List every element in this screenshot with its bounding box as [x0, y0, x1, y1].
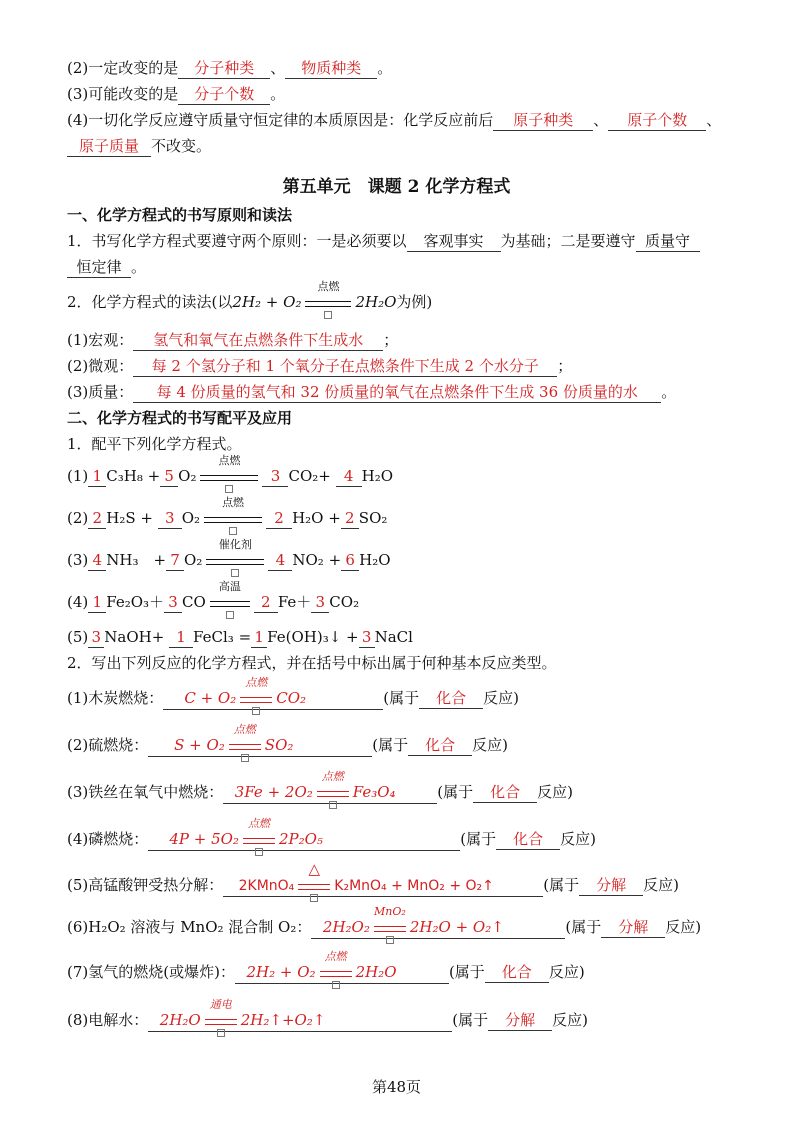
- text: CO₂+: [288, 467, 331, 485]
- coefficient: 2: [266, 509, 292, 529]
- equation-6: [67, 905, 702, 939]
- text: (属于: [383, 689, 420, 707]
- text: (属于: [437, 783, 474, 801]
- equation-answer: [148, 817, 460, 851]
- reaction-type: 化合: [419, 689, 483, 709]
- equation-rhs: 2H₂O: [355, 963, 397, 981]
- placeholder-box: [241, 754, 249, 762]
- placeholder-box: [226, 611, 234, 619]
- equation-lhs: 2H₂ + O₂: [232, 293, 302, 311]
- text: 反应): [537, 783, 573, 801]
- text: FeCl₃ =: [193, 628, 252, 646]
- condition-label: 点燃: [324, 950, 347, 963]
- equals-sign: [374, 926, 406, 932]
- coefficient: 1: [88, 467, 106, 487]
- reading-macro: [67, 330, 398, 351]
- condition-equals: [204, 496, 262, 529]
- text: C₃H₈ +: [106, 467, 161, 485]
- reaction-type: 分解: [601, 918, 665, 938]
- text: 。: [270, 85, 286, 103]
- line-maybe-changed: [67, 84, 285, 105]
- coefficient: 3: [262, 467, 288, 487]
- equation-rhs: K₂MnO₄ + MnO₂ + O₂↑: [334, 878, 494, 894]
- equation-rhs: SO₂: [264, 736, 294, 754]
- text: NaCl: [374, 628, 413, 646]
- equation-lhs: 2H₂O: [159, 1011, 201, 1029]
- page-number: 第48页: [371, 1078, 422, 1096]
- text: (5)高锰酸钾受热分解：: [67, 876, 224, 894]
- text: 反应): [665, 918, 702, 936]
- page-title: 第五单元 课题 2 化学方程式: [282, 177, 511, 197]
- text: (3)质量：: [67, 383, 134, 401]
- equation-rhs: 2H₂↑+O₂↑: [240, 1011, 326, 1029]
- equals-sign: [243, 838, 275, 844]
- text: 反应): [552, 1011, 588, 1029]
- equation-2: [67, 723, 508, 757]
- balance-3: [67, 538, 391, 571]
- text: (2)一定改变的是: [67, 59, 179, 77]
- equation-answer: [163, 676, 383, 710]
- condition-label: 点燃: [218, 454, 241, 467]
- equation-1: [67, 676, 519, 710]
- equation-3: [67, 770, 573, 804]
- equals-sign: [320, 971, 352, 977]
- text: (属于: [372, 736, 409, 754]
- text: 2．化学方程式的读法(以: [67, 293, 233, 311]
- question-2: 2．写出下列反应的化学方程式，并在括号中标出属于何种基本反应类型。: [67, 654, 557, 672]
- balance-1: [67, 454, 394, 487]
- coefficient: 6: [341, 551, 359, 571]
- text: 为基础；二是要遵守: [500, 232, 636, 250]
- placeholder-box: [231, 569, 239, 577]
- condition-equals: [240, 676, 272, 709]
- answer-blank: 分子个数: [178, 85, 270, 105]
- text: H₂O +: [292, 509, 341, 527]
- equation-rhs: CO₂: [276, 689, 307, 707]
- text: (5): [67, 628, 89, 646]
- reading-micro: [67, 356, 572, 377]
- equation-rhs: Fe₃O₄: [352, 783, 396, 801]
- reaction-type: 化合: [485, 963, 549, 983]
- text: (3)可能改变的是: [67, 85, 179, 103]
- condition-equals: [200, 454, 258, 487]
- equals-sign: [204, 517, 262, 523]
- coefficient: 1: [251, 628, 267, 648]
- text: (2)微观：: [67, 357, 134, 375]
- condition-equals: [243, 817, 275, 850]
- section-heading-1: 一、化学方程式的书写原则和读法: [67, 206, 293, 224]
- condition-label: MnO₂: [373, 905, 406, 918]
- line-essence: [67, 110, 721, 131]
- placeholder-box: [329, 801, 337, 809]
- condition-label: 点燃: [233, 723, 256, 736]
- text: (属于: [452, 1011, 489, 1029]
- placeholder-box: [255, 848, 263, 856]
- condition-label: 通电: [209, 998, 232, 1011]
- coefficient: 2: [341, 509, 359, 529]
- equation-lhs: 2H₂O₂: [322, 918, 370, 936]
- condition-equals: [205, 998, 237, 1031]
- text: (7)氢气的燃烧(或爆炸)：: [67, 963, 235, 981]
- text: 1．书写化学方程式要遵守两个原则：一是必须要以: [67, 232, 407, 250]
- text: (3)铁丝在氧气中燃烧：: [67, 783, 224, 801]
- answer-blank: 分子种类: [178, 59, 270, 79]
- equals-sign: [298, 884, 330, 890]
- text: (属于: [448, 963, 485, 981]
- condition-equals: [229, 723, 261, 756]
- answer-blank: 物质种类: [285, 59, 377, 79]
- text: (4): [67, 593, 89, 611]
- condition-equals: [373, 905, 406, 938]
- text: CO: [182, 593, 206, 611]
- text: 。: [661, 383, 677, 401]
- placeholder-box: [225, 485, 233, 493]
- equals-sign: [205, 1019, 237, 1025]
- placeholder-box: [324, 311, 332, 319]
- text: (2)硫燃烧：: [67, 736, 149, 754]
- condition-equals: [206, 538, 264, 571]
- coefficient: 1: [169, 628, 193, 648]
- text: NaOH+: [104, 628, 165, 646]
- coefficient: 2: [254, 593, 278, 613]
- equation-answer: [235, 950, 449, 984]
- condition-label: 高温: [218, 580, 241, 593]
- coefficient: 3: [88, 628, 104, 648]
- placeholder-box: [386, 936, 394, 944]
- text: H₂O: [361, 467, 394, 485]
- text: O₂: [184, 551, 203, 569]
- text: (1)宏观：: [67, 331, 134, 349]
- condition-label: 点燃: [245, 676, 268, 689]
- coefficient: 3: [164, 593, 182, 613]
- line-changed: [67, 58, 392, 79]
- text: ；: [557, 357, 573, 375]
- text: H₂S +: [106, 509, 153, 527]
- coefficient: 3: [359, 628, 375, 648]
- text: NH₃ +: [106, 551, 167, 569]
- line-essence-cont: [67, 136, 211, 157]
- text: 、: [593, 111, 609, 129]
- text: 反应): [548, 963, 585, 981]
- condition-equals: [298, 860, 330, 896]
- text: Fe(OH)₃↓ +: [267, 628, 359, 646]
- balance-2: [67, 496, 388, 529]
- text: (8)电解水：: [67, 1011, 149, 1029]
- balance-5: [67, 627, 413, 648]
- equation-4: [67, 817, 596, 851]
- reaction-type: 化合: [496, 830, 560, 850]
- coefficient: 5: [160, 467, 178, 487]
- equation-lhs: S + O₂: [174, 736, 225, 754]
- coefficient: 7: [166, 551, 184, 571]
- text: 反应): [643, 876, 679, 894]
- coefficient: 4: [268, 551, 292, 571]
- reading-example-line: [67, 280, 433, 313]
- equation-answer: [148, 723, 372, 757]
- placeholder-box: [217, 1029, 225, 1037]
- reaction-type: 分解: [579, 876, 643, 896]
- reading-mass: [67, 382, 676, 403]
- answer-blank: 原子质量: [67, 137, 151, 157]
- reaction-type: 化合: [473, 783, 537, 803]
- text: (属于: [460, 830, 497, 848]
- placeholder-box: [252, 707, 260, 715]
- coefficient: 1: [88, 593, 106, 613]
- condition-label: 点燃: [321, 770, 344, 783]
- equals-sign: [229, 744, 261, 750]
- equals-sign: [210, 601, 250, 607]
- coefficient: 4: [88, 551, 106, 571]
- text: 、: [270, 59, 286, 77]
- equals-sign: [206, 559, 264, 565]
- coefficient: 2: [88, 509, 106, 529]
- section-heading-2: 二、化学方程式的书写配平及应用: [67, 409, 293, 427]
- text: (属于: [543, 876, 580, 894]
- condition-equals: [317, 770, 349, 803]
- equation-answer: [311, 905, 565, 939]
- text: (属于: [565, 918, 602, 936]
- equation-answer: [148, 998, 452, 1032]
- equation-answer: [223, 770, 437, 804]
- principle-line: [67, 231, 700, 252]
- equation-lhs: 2KMnO₄: [238, 878, 295, 894]
- placeholder-box: [229, 527, 237, 535]
- text: CO₂: [329, 593, 360, 611]
- text: H₂O: [359, 551, 391, 569]
- equals-sign: [305, 301, 351, 307]
- equation-8: [67, 998, 588, 1032]
- answer-blank: 氢气和氧气在点燃条件下生成水: [133, 331, 383, 351]
- placeholder-box: [332, 981, 340, 989]
- coefficient: 3: [311, 593, 329, 613]
- reaction-type: 分解: [488, 1011, 552, 1031]
- text: 反应): [483, 689, 519, 707]
- text: 。: [131, 258, 147, 276]
- principle-line-cont: [67, 257, 146, 278]
- answer-blank: 每 4 份质量的氢气和 32 份质量的氧气在点燃条件下生成 36 份质量的水: [133, 383, 661, 403]
- text: (4)一切化学反应遵守质量守恒定律的本质原因是：化学反应前后: [67, 111, 494, 129]
- text: O₂: [178, 467, 197, 485]
- equation-7: [67, 950, 585, 984]
- text: 、: [706, 111, 722, 129]
- equation-lhs: C + O₂: [184, 689, 237, 707]
- answer-blank: 原子个数: [608, 111, 706, 131]
- equation-lhs: 3Fe + 2O₂: [234, 783, 313, 801]
- coefficient: 4: [336, 467, 362, 487]
- text: NO₂ +: [292, 551, 342, 569]
- text: (2): [67, 509, 89, 527]
- equation-answer: [223, 860, 543, 897]
- balance-4: [67, 580, 360, 613]
- condition-label: 点燃: [317, 280, 340, 293]
- equals-sign: [317, 791, 349, 797]
- text: (3): [67, 551, 89, 569]
- text: Fe₂O₃＋: [106, 593, 165, 611]
- equation-lhs: 2H₂ + O₂: [246, 963, 316, 981]
- question-1: 1．配平下列化学方程式。: [67, 435, 242, 453]
- text: Fe＋: [277, 593, 312, 611]
- equals-sign: [200, 475, 258, 481]
- text: ；: [383, 331, 399, 349]
- text: O₂: [181, 509, 201, 527]
- equation-rhs: 2H₂O + O₂↑: [409, 918, 504, 936]
- text: 为例): [396, 293, 433, 311]
- text: 反应): [560, 830, 596, 848]
- equation-rhs: 2P₂O₅: [278, 830, 323, 848]
- text: SO₂: [358, 509, 388, 527]
- text: 反应): [472, 736, 508, 754]
- condition-label: △: [308, 860, 321, 878]
- answer-blank: 质量守: [636, 232, 700, 252]
- text: (6)H₂O₂ 溶液与 MnO₂ 混合制 O₂：: [67, 918, 312, 936]
- reaction-type: 化合: [408, 736, 472, 756]
- coefficient: 3: [158, 509, 182, 529]
- answer-blank: 客观事实: [407, 232, 501, 252]
- answer-blank: 恒定律: [67, 258, 131, 278]
- text: (1): [67, 467, 89, 485]
- answer-blank: 每 2 个氢分子和 1 个氧分子在点燃条件下生成 2 个水分子: [133, 357, 557, 377]
- placeholder-box: [310, 894, 318, 902]
- text: 不改变。: [151, 137, 212, 155]
- equation-lhs: 4P + 5O₂: [169, 830, 239, 848]
- equation-rhs: 2H₂O: [355, 293, 397, 311]
- condition-equals: [305, 280, 351, 313]
- text: (4)磷燃烧：: [67, 830, 149, 848]
- condition-label: 点燃: [247, 817, 270, 830]
- text: 。: [377, 59, 393, 77]
- text: (1)木炭燃烧：: [67, 689, 164, 707]
- condition-label: 催化剂: [218, 538, 252, 551]
- condition-equals: [320, 950, 352, 983]
- condition-label: 点燃: [222, 496, 245, 509]
- equals-sign: [240, 697, 272, 703]
- condition-equals: [210, 580, 250, 613]
- equation-5: [67, 860, 679, 897]
- answer-blank: 原子种类: [493, 111, 593, 131]
